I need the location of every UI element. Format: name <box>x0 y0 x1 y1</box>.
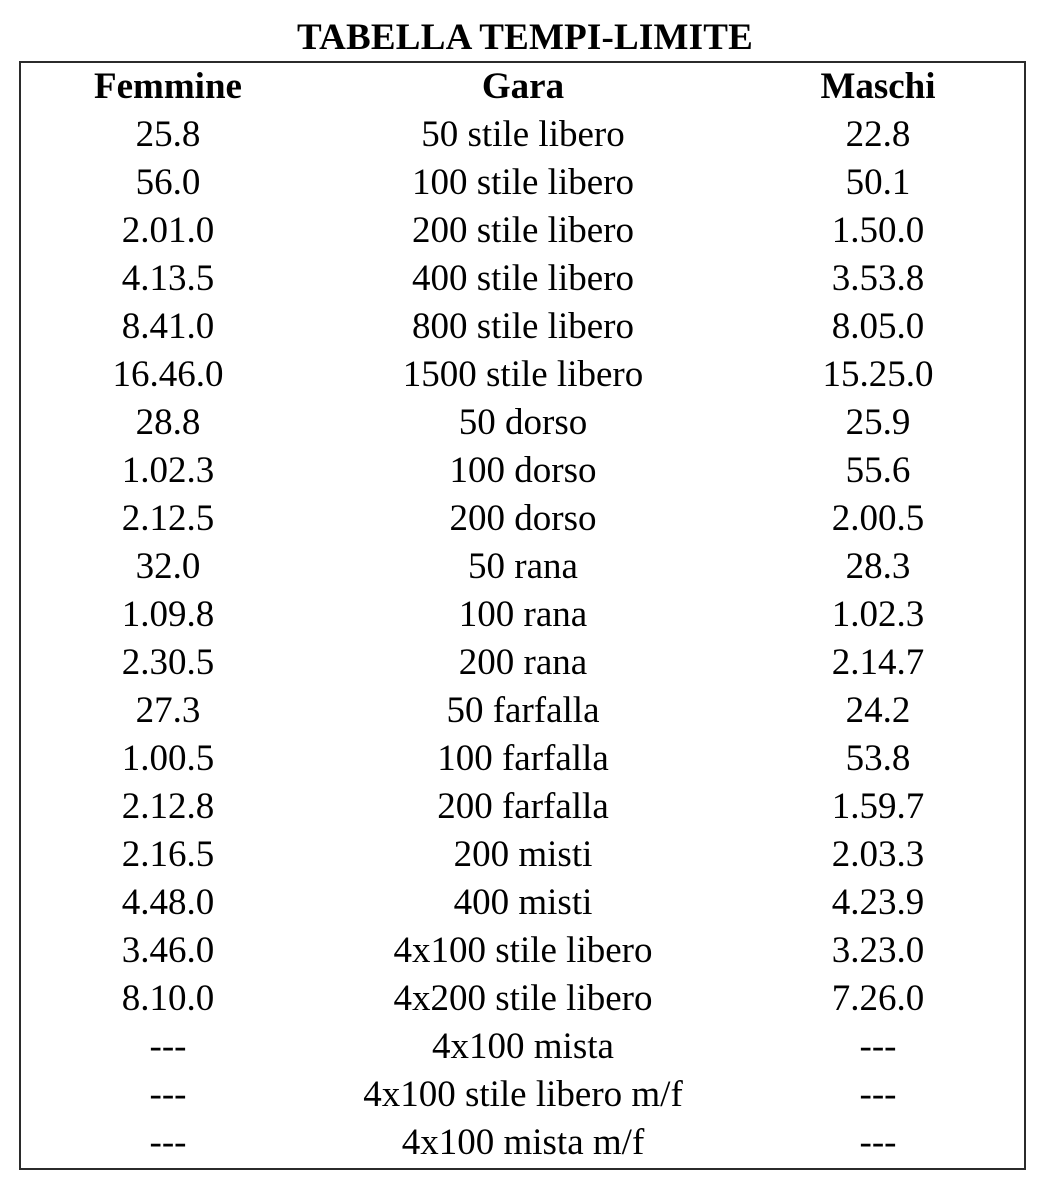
cell-maschi: 3.23.0 <box>831 930 925 971</box>
cell-gara: 200 rana <box>458 642 588 683</box>
table-row <box>21 1023 1024 1071</box>
cell-femmine: 1.09.8 <box>121 594 215 635</box>
cell-gara: 200 farfalla <box>437 786 609 827</box>
table-row <box>21 303 1024 351</box>
cell-gara: 400 misti <box>453 882 593 923</box>
cell-gara: 800 stile libero <box>412 306 634 347</box>
cell-femmine: 2.12.8 <box>121 786 215 827</box>
cell-gara: 200 misti <box>453 834 593 875</box>
cell-maschi: 1.59.7 <box>831 786 925 827</box>
table-row <box>21 447 1024 495</box>
cell-gara: 100 rana <box>458 594 588 635</box>
cell-maschi: 22.8 <box>845 114 911 155</box>
cell-maschi: 15.25.0 <box>822 354 934 395</box>
cell-femmine: 28.8 <box>135 402 201 443</box>
cell-maschi: 3.53.8 <box>831 258 925 299</box>
table-row <box>21 783 1024 831</box>
cell-maschi: 8.05.0 <box>831 306 925 347</box>
cell-gara: 200 dorso <box>449 498 597 539</box>
table-row <box>21 255 1024 303</box>
table-row <box>21 591 1024 639</box>
cell-gara: 100 stile libero <box>412 162 634 203</box>
cell-femmine: 2.30.5 <box>121 642 215 683</box>
cell-femmine: --- <box>149 1026 187 1067</box>
cell-gara: 4x100 stile libero m/f <box>363 1074 683 1115</box>
table-row <box>21 879 1024 927</box>
cell-maschi: 1.50.0 <box>831 210 925 251</box>
cell-femmine: 1.00.5 <box>121 738 215 779</box>
column-header-maschi: Maschi <box>820 66 936 107</box>
cell-gara: 200 stile libero <box>412 210 634 251</box>
table-row <box>21 399 1024 447</box>
column-header-femmine: Femmine <box>94 66 242 107</box>
table-row <box>21 351 1024 399</box>
cell-gara: 4x100 mista m/f <box>401 1122 645 1163</box>
table-row <box>21 159 1024 207</box>
cell-femmine: --- <box>149 1074 187 1115</box>
cell-gara: 50 farfalla <box>446 690 600 731</box>
cell-maschi: 2.00.5 <box>831 498 925 539</box>
table-header-row <box>21 63 1024 111</box>
table-row <box>21 1071 1024 1119</box>
table-row <box>21 207 1024 255</box>
cell-femmine: 8.10.0 <box>121 978 215 1019</box>
cell-femmine: --- <box>149 1122 187 1163</box>
cell-femmine: 56.0 <box>135 162 201 203</box>
cell-maschi: 4.23.9 <box>831 882 925 923</box>
table-row <box>21 1119 1024 1167</box>
cell-maschi: 55.6 <box>845 450 911 491</box>
cell-gara: 50 stile libero <box>421 114 625 155</box>
cell-maschi: --- <box>859 1074 897 1115</box>
table-row <box>21 735 1024 783</box>
cell-maschi: 1.02.3 <box>831 594 925 635</box>
cell-maschi: 25.9 <box>845 402 911 443</box>
cell-gara: 50 dorso <box>458 402 588 443</box>
cell-femmine: 4.13.5 <box>121 258 215 299</box>
cell-maschi: 28.3 <box>845 546 911 587</box>
column-header-gara: Gara <box>481 66 565 107</box>
cell-gara: 1500 stile libero <box>402 354 644 395</box>
cell-femmine: 8.41.0 <box>121 306 215 347</box>
cell-maschi: 2.14.7 <box>831 642 925 683</box>
cell-femmine: 16.46.0 <box>112 354 224 395</box>
table-row <box>21 495 1024 543</box>
cell-femmine: 3.46.0 <box>121 930 215 971</box>
cell-maschi: --- <box>859 1122 897 1163</box>
table-row <box>21 975 1024 1023</box>
table-row <box>21 687 1024 735</box>
cell-gara: 100 dorso <box>449 450 597 491</box>
cell-gara: 100 farfalla <box>437 738 609 779</box>
cell-gara: 400 stile libero <box>412 258 634 299</box>
cell-gara: 4x100 stile libero <box>393 930 653 971</box>
cell-gara: 4x200 stile libero <box>393 978 653 1019</box>
cell-gara: 4x100 mista <box>432 1026 614 1067</box>
cell-maschi: 7.26.0 <box>831 978 925 1019</box>
cell-femmine: 4.48.0 <box>121 882 215 923</box>
cell-gara: 50 rana <box>468 546 578 587</box>
cell-femmine: 27.3 <box>135 690 201 731</box>
cell-maschi: 2.03.3 <box>831 834 925 875</box>
table-row <box>21 831 1024 879</box>
cell-femmine: 2.16.5 <box>121 834 215 875</box>
table-title: TABELLA TEMPI-LIMITE <box>297 17 753 58</box>
table-row <box>21 927 1024 975</box>
cell-maschi: --- <box>859 1026 897 1067</box>
cell-maschi: 24.2 <box>845 690 911 731</box>
cell-maschi: 50.1 <box>845 162 911 203</box>
cell-femmine: 2.01.0 <box>121 210 215 251</box>
cell-femmine: 32.0 <box>135 546 201 587</box>
cell-femmine: 2.12.5 <box>121 498 215 539</box>
cell-femmine: 1.02.3 <box>121 450 215 491</box>
table-row <box>21 111 1024 159</box>
cell-femmine: 25.8 <box>135 114 201 155</box>
time-limits-table <box>19 61 1026 1170</box>
cell-maschi: 53.8 <box>845 738 911 779</box>
table-row <box>21 543 1024 591</box>
table-row <box>21 639 1024 687</box>
